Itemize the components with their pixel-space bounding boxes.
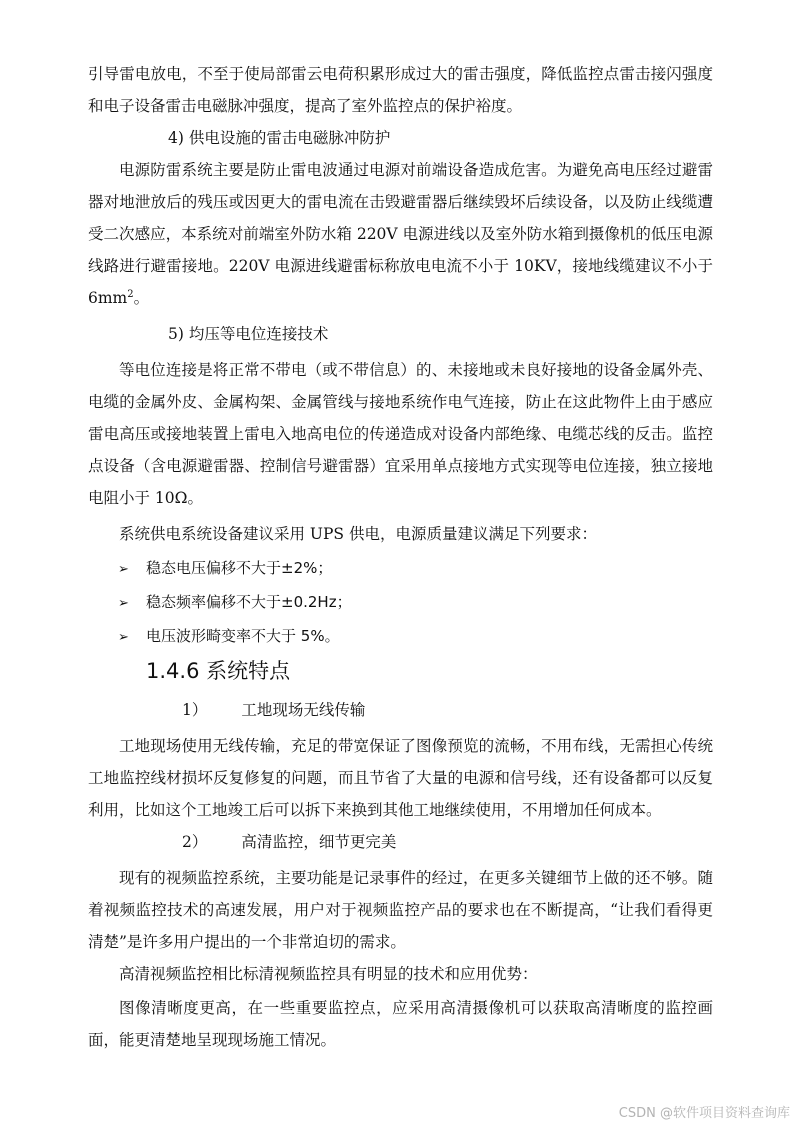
bullet-item: [118, 586, 352, 620]
arrow-bullet-icon: ➢: [118, 562, 129, 577]
paragraph-image-clarity: 图像清晰度更高，在一些重要监控点，应采用高清摄像机可以获取高清晰度的监控画面，能更清楚地呈现现场施工情况。: [88, 999, 713, 1049]
arrow-bullet-icon: ➢: [118, 596, 129, 611]
section-title: 1.4.6 系统特点: [146, 659, 291, 683]
csdn-watermark: CSDN @软件项目资料查询库: [618, 1106, 790, 1121]
paragraph-hd-advantages: 高清视频监控相比标清视频监控具有明显的技术和应用优势：: [119, 965, 538, 983]
paragraph-lightning-discharge: 引导雷电放电，不至于使局部雷云电荷积累形成过大的雷击强度，降低监控点雷击接闪强度和电子设备雷击电磁脉冲强度，提高了室外监控点的保护裕度。: [88, 65, 713, 115]
paragraph-power-end: 。: [133, 289, 150, 307]
item-label: 工地现场无线传输: [241, 701, 366, 719]
paragraph-existing-video-systems: 现有的视频监控系统，主要功能是记录事件的经过，在更多关键细节上做的还不够。随着视频监控技术的高速发展，用户对于视频监控产品的要求也在不断提高，“让我们看得更清楚”是许多用户提出的一个非常迫切的需求。: [88, 869, 713, 951]
arrow-bullet-icon: ➢: [118, 630, 129, 645]
bullet-text: 稳态电压偏移不大于±2%；: [146, 559, 333, 577]
item-label: 高清监控，细节更完美: [241, 833, 397, 851]
superscript-2: 2: [127, 288, 134, 300]
bullet-item: [118, 620, 340, 654]
paragraph-wireless-transmission: 工地现场使用无线传输，充足的带宽保证了图像预览的流畅，不用布线，无需担心传统工地监控线材损坏反复修复的问题，而且节省了大量的电源和信号线，还有设备都可以反复利用，比如这个工地竣工后可以拆下来换到其他工地继续使用，不用增加任何成本。: [88, 737, 713, 819]
item-heading-hd-monitoring: [182, 826, 396, 858]
bullet-item: [118, 552, 332, 586]
item-number: 2）: [182, 833, 208, 851]
item-heading-wireless: [182, 694, 365, 726]
paragraph-equipotential-connection: 等电位连接是将正常不带电（或不带信息）的、未接地或未良好接地的设备金属外壳、电缆的金属外皮、金属构架、金属管线与接地系统作电气连接，防止在这此物件上由于感应雷电高压或接地装置上雷电入地高电位的传递造成对设备内部绝缘、电缆芯线的反击。监控点设备（含电源避雷器、控制信号避雷器）宜采用单点接地方式实现等电位连接，独立接地电阻小于 10Ω。: [88, 361, 713, 507]
bullet-text: 电压波形畸变率不大于 5%。: [146, 627, 340, 645]
item-number: 1）: [182, 701, 208, 719]
paragraph-ups-supply: 系统供电系统设备建议采用 UPS 供电，电源质量建议满足下列要求：: [119, 525, 597, 543]
bullet-text: 稳态频率偏移不大于±0.2Hz；: [146, 593, 352, 611]
paragraph-power-text: 电源防雷系统主要是防止雷电波通过电源对前端设备造成危害。为避免高电压经过避雷器对地泄放后的残压或因更大的雷电流在击毁避雷器后继续毁坏后续设备，以及防止线缆遭受二次感应，本系统对前端室外防水箱 220V 电源进线以及室外防水箱到摄像机的低压电源线路进行避雷接地。220V 电源进线避雷标称放电电流不小于 10KV，接地线缆建议不小于 6mm: [88, 161, 713, 307]
heading-power-supply-protection: 4) 供电设施的雷击电磁脉冲防护: [168, 129, 391, 147]
paragraph-power-lightning-system: [88, 154, 713, 314]
heading-equipotential-bonding: 5) 均压等电位连接技术: [168, 325, 329, 343]
